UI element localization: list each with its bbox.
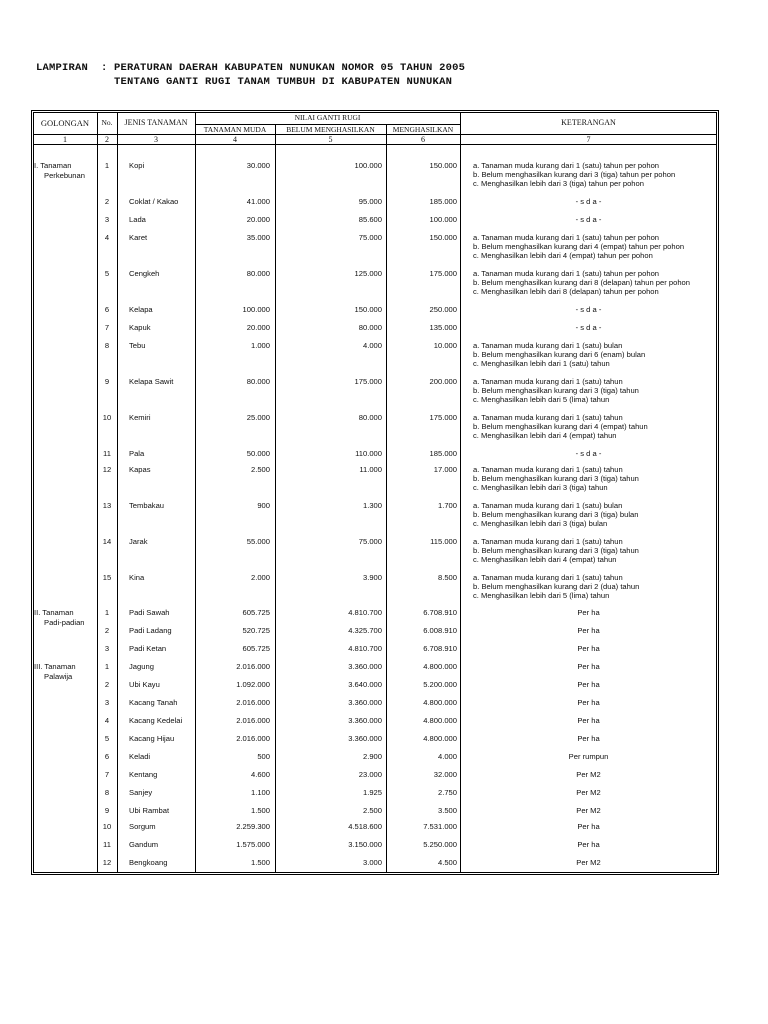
row-menghasilkan: 6.008.910: [423, 626, 457, 635]
row-keterangan-line: c. Menghasilkan lebih dari 8 (delapan) tahun per pohon: [473, 287, 659, 296]
row-jenis-tanaman: Bengkoang: [129, 858, 168, 867]
row-tanaman-muda: 2.016.000: [236, 698, 270, 707]
row-no: 5: [104, 734, 110, 743]
row-tanaman-muda: 20.000: [246, 323, 270, 332]
row-keterangan-line: b. Belum menghasilkan kurang dari 2 (dua) tahun: [473, 582, 640, 591]
row-tanaman-muda: 100.000: [242, 305, 270, 314]
row-belum-menghasilkan: 3.150.000: [348, 840, 382, 849]
row-jenis-tanaman: Gandum: [129, 840, 159, 849]
col-number: 1: [63, 135, 67, 144]
row-jenis-tanaman: Kapas: [129, 465, 151, 474]
row-jenis-tanaman: Coklat / Kakao: [129, 197, 179, 206]
row-keterangan-line: b. Belum menghasilkan kurang dari 3 (tiga) tahun: [473, 546, 639, 555]
row-no: 8: [104, 341, 110, 350]
row-belum-menghasilkan: 2.900: [362, 752, 382, 761]
row-tanaman-muda: 2.016.000: [236, 716, 270, 725]
row-no: 6: [104, 305, 110, 314]
row-keterangan-line: c. Menghasilkan lebih dari 1 (satu) tahun: [473, 359, 610, 368]
row-tanaman-muda: 1.000: [250, 341, 270, 350]
row-jenis-tanaman: Sanjey: [129, 788, 153, 797]
row-jenis-tanaman: Padi Ladang: [129, 626, 172, 635]
row-jenis-tanaman: Jarak: [129, 537, 148, 546]
row-no: 10: [102, 822, 112, 831]
row-menghasilkan: 3.500: [437, 806, 457, 815]
row-no: 14: [102, 537, 112, 546]
row-no: 4: [104, 716, 110, 725]
row-belum-menghasilkan: 3.640.000: [348, 680, 382, 689]
row-menghasilkan: 4.800.000: [423, 662, 457, 671]
row-tanaman-muda: 35.000: [246, 233, 270, 242]
row-belum-menghasilkan: 150.000: [354, 305, 382, 314]
row-no: 12: [102, 858, 112, 867]
row-keterangan-line: a. Tanaman muda kurang dari 1 (satu) bulan: [473, 341, 623, 350]
col-number: 5: [328, 135, 333, 144]
row-keterangan-line: c. Menghasilkan lebih dari 3 (tiga) tahun: [473, 483, 608, 492]
group-label: Palawija: [44, 672, 73, 681]
col-divider: [117, 112, 118, 873]
row-keterangan-line: b. Belum menghasilkan kurang dari 3 (tiga) tahun: [473, 474, 639, 483]
row-jenis-tanaman: Tebu: [129, 341, 146, 350]
row-tanaman-muda: 80.000: [246, 269, 270, 278]
row-menghasilkan: 4.000: [437, 752, 457, 761]
col-number: 7: [586, 135, 591, 144]
row-keterangan-line: b. Belum menghasilkan kurang dari 6 (enam) bulan: [473, 350, 646, 359]
row-keterangan-line: a. Tanaman muda kurang dari 1 (satu) tahun: [473, 573, 623, 582]
header-nilai: NILAI GANTI RUGI: [294, 113, 361, 122]
row-keterangan: Per ha: [577, 716, 600, 725]
row-keterangan-line: a. Tanaman muda kurang dari 1 (satu) tahun per pohon: [473, 161, 660, 170]
row-tanaman-muda: 2.000: [250, 573, 270, 582]
row-no: 3: [104, 215, 110, 224]
row-menghasilkan: 4.500: [437, 858, 457, 867]
row-keterangan-line: c. Menghasilkan lebih dari 4 (empat) tahun per pohon: [473, 251, 653, 260]
row-keterangan-line: c. Menghasilkan lebih dari 4 (empat) tahun: [473, 555, 617, 564]
row-belum-menghasilkan: 23.000: [358, 770, 382, 779]
row-belum-menghasilkan: 3.000: [362, 858, 382, 867]
row-keterangan: Per M2: [576, 806, 601, 815]
row-belum-menghasilkan: 4.810.700: [348, 608, 382, 617]
row-tanaman-muda: 1.100: [250, 788, 270, 797]
header-keterangan: KETERANGAN: [561, 118, 616, 127]
group-label: II. Tanaman: [34, 608, 74, 617]
row-keterangan-line: a. Tanaman muda kurang dari 1 (satu) tahun per pohon: [473, 269, 660, 278]
row-no: 1: [104, 662, 110, 671]
row-tanaman-muda: 605.725: [242, 608, 270, 617]
row-belum-menghasilkan: 85.600: [358, 215, 382, 224]
row-tanaman-muda: 1.500: [250, 806, 270, 815]
row-jenis-tanaman: Kelapa Sawit: [129, 377, 174, 386]
row-belum-menghasilkan: 11.000: [359, 465, 382, 474]
row-belum-menghasilkan: 3.360.000: [348, 734, 382, 743]
row-belum-menghasilkan: 75.000: [358, 537, 382, 546]
row-tanaman-muda: 80.000: [246, 377, 270, 386]
row-menghasilkan: 17.000: [433, 465, 457, 474]
row-belum-menghasilkan: 125.000: [354, 269, 382, 278]
row-keterangan-line: a. Tanaman muda kurang dari 1 (satu) tahun: [473, 465, 623, 474]
row-jenis-tanaman: Padi Ketan: [129, 644, 167, 653]
row-keterangan: - s d a -: [575, 305, 602, 314]
row-menghasilkan: 250.000: [429, 305, 457, 314]
row-belum-menghasilkan: 75.000: [358, 233, 382, 242]
row-keterangan-line: b. Belum menghasilkan kurang dari 3 (tiga) bulan: [473, 510, 639, 519]
header-belum-menghasilkan: BELUM MENGHASILKAN: [286, 125, 375, 134]
row-belum-menghasilkan: 80.000: [358, 413, 382, 422]
row-menghasilkan: 32.000: [433, 770, 457, 779]
row-menghasilkan: 8.500: [437, 573, 457, 582]
row-menghasilkan: 2.750: [437, 788, 457, 797]
row-no: 3: [104, 644, 110, 653]
row-jenis-tanaman: Kemiri: [129, 413, 151, 422]
row-belum-menghasilkan: 4.000: [362, 341, 382, 350]
row-jenis-tanaman: Kentang: [129, 770, 158, 779]
group-label: I. Tanaman: [34, 161, 72, 170]
row-no: 3: [104, 698, 110, 707]
row-jenis-tanaman: Kelapa: [129, 305, 153, 314]
row-menghasilkan: 7.531.000: [423, 822, 457, 831]
row-menghasilkan: 4.800.000: [423, 716, 457, 725]
row-keterangan-line: b. Belum menghasilkan kurang dari 4 (empat) tahun: [473, 422, 648, 431]
row-menghasilkan: 1.700: [437, 501, 457, 510]
row-tanaman-muda: 1.500: [250, 858, 270, 867]
row-belum-menghasilkan: 100.000: [354, 161, 382, 170]
row-keterangan-line: c. Menghasilkan lebih dari 5 (lima) tahun: [473, 591, 610, 600]
row-menghasilkan: 4.800.000: [423, 734, 457, 743]
row-belum-menghasilkan: 4.810.700: [348, 644, 382, 653]
row-belum-menghasilkan: 4.518.600: [348, 822, 382, 831]
row-keterangan: Per M2: [576, 770, 601, 779]
row-no: 1: [104, 608, 110, 617]
row-menghasilkan: 115.000: [430, 537, 457, 546]
row-jenis-tanaman: Kina: [129, 573, 145, 582]
header-tanaman-muda: TANAMAN MUDA: [203, 125, 267, 134]
row-no: 2: [104, 680, 110, 689]
row-keterangan: Per ha: [577, 608, 600, 617]
row-tanaman-muda: 1.575.000: [236, 840, 270, 849]
row-tanaman-muda: 900: [257, 501, 270, 510]
document-heading-line1: LAMPIRAN : PERATURAN DAERAH KABUPATEN NUNUKAN NOMOR 05 TAHUN 2005: [36, 62, 466, 74]
row-no: 9: [104, 806, 110, 815]
row-menghasilkan: 10.000: [433, 341, 457, 350]
row-belum-menghasilkan: 4.325.700: [348, 626, 382, 635]
row-jenis-tanaman: Lada: [129, 215, 146, 224]
row-keterangan-line: c. Menghasilkan lebih dari 5 (lima) tahun: [473, 395, 610, 404]
row-menghasilkan: 5.250.000: [423, 840, 457, 849]
row-tanaman-muda: 20.000: [246, 215, 270, 224]
row-no: 4: [104, 233, 110, 242]
row-jenis-tanaman: Tembakau: [129, 501, 165, 510]
row-tanaman-muda: 25.000: [246, 413, 270, 422]
header-jenis: JENIS TANAMAN: [124, 118, 188, 127]
row-menghasilkan: 6.708.910: [423, 608, 457, 617]
header-golongan: GOLONGAN: [40, 118, 90, 128]
row-no: 11: [103, 449, 111, 458]
row-keterangan: Per ha: [577, 644, 600, 653]
row-belum-menghasilkan: 3.900: [362, 573, 382, 582]
row-belum-menghasilkan: 110.000: [355, 449, 382, 458]
header-menghasilkan: MENGHASILKAN: [392, 125, 454, 134]
row-tanaman-muda: 2.016.000: [236, 662, 270, 671]
row-jenis-tanaman: Cengkeh: [129, 269, 160, 278]
row-tanaman-muda: 41.000: [246, 197, 270, 206]
row-jenis-tanaman: Kacang Kedelai: [129, 716, 183, 725]
group-label: Padi-padian: [44, 618, 85, 627]
row-belum-menghasilkan: 175.000: [354, 377, 382, 386]
row-menghasilkan: 6.708.910: [423, 644, 457, 653]
col-number: 2: [105, 135, 109, 144]
row-tanaman-muda: 2.500: [250, 465, 270, 474]
row-keterangan: - s d a -: [575, 323, 602, 332]
row-keterangan: Per rumpun: [568, 752, 609, 761]
row-keterangan: - s d a -: [575, 215, 602, 224]
row-no: 6: [104, 752, 110, 761]
row-jenis-tanaman: Kopi: [129, 161, 145, 170]
row-keterangan-line: a. Tanaman muda kurang dari 1 (satu) tahun: [473, 377, 623, 386]
row-jenis-tanaman: Kapuk: [129, 323, 151, 332]
row-jenis-tanaman: Pala: [129, 449, 145, 458]
row-tanaman-muda: 50.000: [246, 449, 270, 458]
col-number: 6: [421, 135, 425, 144]
row-keterangan-line: b. Belum menghasilkan kurang dari 8 (delapan) tahun per pohon: [473, 278, 690, 287]
row-no: 7: [104, 323, 110, 332]
row-no: 10: [102, 413, 112, 422]
row-no: 12: [102, 465, 112, 474]
row-no: 2: [104, 197, 110, 206]
row-tanaman-muda: 605.725: [242, 644, 270, 653]
group-label: Perkebunan: [44, 171, 85, 180]
row-menghasilkan: 4.800.000: [423, 698, 457, 707]
row-keterangan: Per ha: [577, 822, 600, 831]
row-keterangan-line: c. Menghasilkan lebih dari 3 (tiga) tahun per pohon: [473, 179, 644, 188]
row-keterangan: Per ha: [577, 840, 600, 849]
row-jenis-tanaman: Ubi Rambat: [129, 806, 170, 815]
col-number: 4: [233, 135, 237, 144]
row-no: 15: [102, 573, 112, 582]
row-menghasilkan: 150.000: [429, 233, 457, 242]
row-belum-menghasilkan: 1.300: [362, 501, 382, 510]
header-no: No.: [101, 118, 113, 127]
row-belum-menghasilkan: 1.925: [362, 788, 382, 797]
row-no: 2: [104, 626, 110, 635]
row-jenis-tanaman: Keladi: [129, 752, 151, 761]
row-tanaman-muda: 4.600: [250, 770, 270, 779]
row-belum-menghasilkan: 3.360.000: [348, 698, 382, 707]
row-menghasilkan: 150.000: [429, 161, 457, 170]
row-jenis-tanaman: Ubi Kayu: [129, 680, 160, 689]
row-keterangan-line: b. Belum menghasilkan kurang dari 3 (tiga) tahun: [473, 386, 639, 395]
row-keterangan-line: a. Tanaman muda kurang dari 1 (satu) tahun per pohon: [473, 233, 660, 242]
row-no: 9: [104, 377, 110, 386]
row-menghasilkan: 200.000: [429, 377, 457, 386]
row-jenis-tanaman: Sorgum: [129, 822, 156, 831]
row-tanaman-muda: 2.259.300: [236, 822, 270, 831]
row-menghasilkan: 100.000: [429, 215, 457, 224]
document-heading-line2: TENTANG GANTI RUGI TANAM TUMBUH DI KABUPATEN NUNUKAN: [36, 76, 453, 88]
row-keterangan-line: a. Tanaman muda kurang dari 1 (satu) tahun: [473, 413, 623, 422]
row-keterangan-line: a. Tanaman muda kurang dari 1 (satu) tahun: [473, 537, 623, 546]
header-divider: [33, 144, 717, 145]
row-jenis-tanaman: Kacang Tanah: [129, 698, 178, 707]
row-keterangan: Per ha: [577, 698, 600, 707]
row-no: 7: [104, 770, 110, 779]
row-jenis-tanaman: Padi Sawah: [129, 608, 170, 617]
row-menghasilkan: 175.000: [429, 413, 457, 422]
row-keterangan: - s d a -: [575, 197, 602, 206]
row-jenis-tanaman: Jagung: [129, 662, 154, 671]
row-tanaman-muda: 55.000: [246, 537, 270, 546]
row-keterangan-line: a. Tanaman muda kurang dari 1 (satu) bulan: [473, 501, 623, 510]
group-label: III. Tanaman: [34, 662, 76, 671]
row-belum-menghasilkan: 80.000: [358, 323, 382, 332]
row-keterangan-line: c. Menghasilkan lebih dari 3 (tiga) bulan: [473, 519, 608, 528]
row-keterangan-line: b. Belum menghasilkan kurang dari 4 (empat) tahun per pohon: [473, 242, 685, 251]
row-tanaman-muda: 500: [257, 752, 270, 761]
row-menghasilkan: 135.000: [429, 323, 457, 332]
row-belum-menghasilkan: 3.360.000: [348, 716, 382, 725]
row-tanaman-muda: 2.016.000: [236, 734, 270, 743]
row-jenis-tanaman: Kacang Hijau: [129, 734, 175, 743]
row-belum-menghasilkan: 2.500: [362, 806, 382, 815]
row-no: 1: [104, 161, 110, 170]
row-tanaman-muda: 520.725: [242, 626, 270, 635]
row-no: 8: [104, 788, 110, 797]
row-keterangan: Per ha: [577, 662, 600, 671]
row-keterangan: Per ha: [577, 626, 600, 635]
row-keterangan: Per M2: [576, 858, 601, 867]
row-keterangan-line: c. Menghasilkan lebih dari 4 (empat) tahun: [473, 431, 617, 440]
row-belum-menghasilkan: 95.000: [358, 197, 382, 206]
row-keterangan: - s d a -: [575, 449, 602, 458]
row-keterangan: Per ha: [577, 680, 600, 689]
row-menghasilkan: 175.000: [429, 269, 457, 278]
row-tanaman-muda: 30.000: [246, 161, 270, 170]
row-keterangan: Per M2: [576, 788, 601, 797]
row-no: 5: [104, 269, 110, 278]
row-menghasilkan: 185.000: [429, 449, 457, 458]
row-no: 13: [102, 501, 112, 510]
row-jenis-tanaman: Karet: [129, 233, 148, 242]
row-keterangan: Per ha: [577, 734, 600, 743]
row-menghasilkan: 5.200.000: [423, 680, 457, 689]
row-keterangan-line: b. Belum menghasilkan kurang dari 3 (tiga) tahun per pohon: [473, 170, 676, 179]
col-number: 3: [154, 135, 158, 144]
row-no: 11: [103, 840, 111, 849]
row-menghasilkan: 185.000: [429, 197, 457, 206]
row-tanaman-muda: 1.092.000: [236, 680, 270, 689]
row-belum-menghasilkan: 3.360.000: [348, 662, 382, 671]
